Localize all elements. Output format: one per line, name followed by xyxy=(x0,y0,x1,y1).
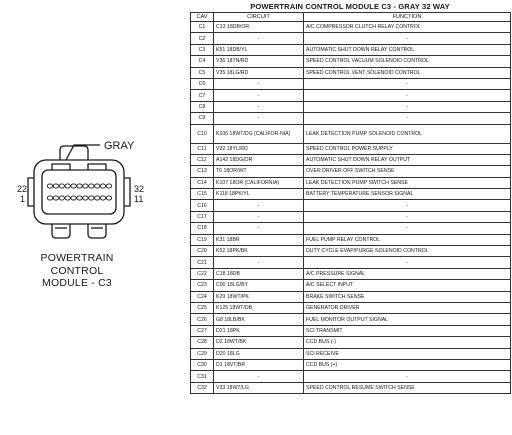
pin-bottom-hole xyxy=(53,196,58,200)
cell-cav: C4 xyxy=(191,56,214,67)
table-row xyxy=(191,382,511,393)
table-row xyxy=(191,223,511,234)
cell-circuit: T6 18OR/WT xyxy=(214,166,304,177)
pin-number-32: 32 xyxy=(134,184,145,194)
label-leader-line xyxy=(66,145,100,160)
cell-circuit: D2 18WT/BK xyxy=(214,337,304,348)
pin-bottom-hole xyxy=(89,196,94,200)
header-cav: CAV xyxy=(191,13,214,22)
pin-bottom-hole xyxy=(83,196,88,200)
table-row xyxy=(191,143,511,154)
table-row xyxy=(191,268,511,279)
cell-function: - xyxy=(304,223,511,234)
cell-function: SPEED CONTROL VENT SOLENOID CONTROL xyxy=(304,67,511,78)
cell-function: OVER DRIVER OFF SWITCH SENSE xyxy=(304,166,511,177)
pin-top-hole xyxy=(65,184,70,188)
table-row xyxy=(191,302,511,313)
table-row xyxy=(191,44,511,55)
cell-function: FUEL PUMP RELAY CONTROL xyxy=(304,234,511,245)
cell-function: - xyxy=(304,257,511,268)
pin-top-hole xyxy=(83,184,88,188)
connector-inner-body xyxy=(42,170,116,214)
cell-function: SPEED CONTROL POWER SUPPLY xyxy=(304,143,511,154)
pin-top-hole xyxy=(95,184,100,188)
cell-function: GENERATOR DRIVER xyxy=(304,302,511,313)
pin-bottom-hole xyxy=(95,196,100,200)
cell-cav: C20 xyxy=(191,246,214,257)
cell-circuit: K52 18PK/BK xyxy=(214,246,304,257)
cell-function: SPEED CONTROL RESUME SWITCH SENSE xyxy=(304,382,511,393)
cell-cav: C8 xyxy=(191,101,214,112)
cell-cav: C7 xyxy=(191,90,214,101)
cell-circuit: D1 18VT/BR xyxy=(214,359,304,370)
caption-line-1: POWERTRAIN xyxy=(40,252,114,264)
table-row xyxy=(191,154,511,165)
cell-circuit: V35 18LG/RD xyxy=(214,67,304,78)
cell-cav: C9 xyxy=(191,113,214,124)
cell-function: AUTOMATIC SHUT DOWN RELAY OUTPUT xyxy=(304,154,511,165)
cell-function: CCD BUS (-) xyxy=(304,337,511,348)
cell-function: A/C PRESSURE SIGNAL xyxy=(304,268,511,279)
cell-cav: C6 xyxy=(191,78,214,89)
pin-number-11: 11 xyxy=(134,194,144,204)
table-row xyxy=(191,280,511,291)
pin-row-top xyxy=(47,184,111,188)
table-row xyxy=(191,177,511,188)
pin-bottom-hole xyxy=(101,196,106,200)
table-row xyxy=(191,67,511,78)
cell-cav: C10 xyxy=(191,124,214,143)
cell-cav: C30 xyxy=(191,359,214,370)
cell-function: LEAK DETECTION PUMP SOLENOID CONTROL xyxy=(304,124,511,143)
pin-bottom-hole xyxy=(47,196,52,200)
pin-top-hole xyxy=(101,184,106,188)
table-header-row xyxy=(191,13,511,22)
cell-circuit: C18 18DB xyxy=(214,268,304,279)
cell-circuit: C13 18DB/OR xyxy=(214,22,304,33)
cell-circuit: D20 18LG xyxy=(214,348,304,359)
table-row xyxy=(191,90,511,101)
table-row xyxy=(191,234,511,245)
cell-circuit: - xyxy=(214,257,304,268)
cell-circuit: - xyxy=(214,223,304,234)
table-row xyxy=(191,348,511,359)
cell-cav: C1 xyxy=(191,22,214,33)
pin-number-1: 1 xyxy=(20,194,26,204)
cell-circuit: K29 18WT/PK xyxy=(214,291,304,302)
cell-cav: C26 xyxy=(191,314,214,325)
cell-cav: C18 xyxy=(191,223,214,234)
cell-function: - xyxy=(304,200,511,211)
pin-bottom-hole xyxy=(71,196,76,200)
cell-cav: C3 xyxy=(191,44,214,55)
cell-circuit: K118 18PK/YL xyxy=(214,189,304,200)
cell-function: - xyxy=(304,33,511,44)
cell-circuit: - xyxy=(214,200,304,211)
table-row xyxy=(191,101,511,112)
cell-function: LEAK DETECTION PUMP SWITCH SENSE xyxy=(304,177,511,188)
cell-function: - xyxy=(304,90,511,101)
connector-ear-left xyxy=(28,178,34,206)
pin-top-hole xyxy=(106,184,111,188)
cell-cav: C11 xyxy=(191,143,214,154)
cell-circuit: V36 18TN/RD xyxy=(214,56,304,67)
cell-circuit: V33 18WT/LG xyxy=(214,382,304,393)
cell-circuit: C90 18LG/BY xyxy=(214,280,304,291)
pin-number-22: 22 xyxy=(17,184,28,194)
cell-circuit: K125 18WT/DB xyxy=(214,302,304,313)
pin-bottom-hole xyxy=(59,196,64,200)
connector-caption xyxy=(18,252,136,290)
cell-function: - xyxy=(304,113,511,124)
cell-cav: C2 xyxy=(191,33,214,44)
cell-function: FUEL MONITOR OUTPUT SIGNAL xyxy=(304,314,511,325)
table-row xyxy=(191,246,511,257)
table-row xyxy=(191,189,511,200)
pin-top-hole xyxy=(89,184,94,188)
pin-top-hole xyxy=(53,184,58,188)
table-row xyxy=(191,33,511,44)
cell-circuit: D21 18PK xyxy=(214,325,304,336)
cell-cav: C22 xyxy=(191,268,214,279)
caption-line-3: MODULE - C3 xyxy=(42,277,112,289)
cell-circuit: K51 18DB/YL xyxy=(214,44,304,55)
caption-line-2: CONTROL xyxy=(50,264,104,277)
table-row xyxy=(191,78,511,89)
cell-circuit: K31 18BR xyxy=(214,234,304,245)
connector-color-label: GRAY xyxy=(104,140,135,152)
cell-circuit: - xyxy=(214,371,304,382)
table-row xyxy=(191,359,511,370)
table-row xyxy=(191,124,511,143)
cell-function: A/C COMPRESSOR CLUTCH RELAY CONTROL xyxy=(304,22,511,33)
cell-circuit: K106 18WT/DG (CALIFOR-NIA) xyxy=(214,124,304,143)
table-row xyxy=(191,200,511,211)
cell-cav: C5 xyxy=(191,67,214,78)
cell-function: A/C SELECT INPUT xyxy=(304,280,511,291)
connector-lock-bottom-left xyxy=(52,224,70,238)
table-row xyxy=(191,371,511,382)
header-function: FUNCTION xyxy=(304,13,511,22)
table-row xyxy=(191,337,511,348)
cell-cav: C23 xyxy=(191,280,214,291)
cell-cav: C16 xyxy=(191,200,214,211)
cell-cav: C19 xyxy=(191,234,214,245)
cell-circuit: - xyxy=(214,113,304,124)
cell-cav: C15 xyxy=(191,189,214,200)
pinout-table xyxy=(190,12,511,394)
cell-circuit: K107 18OR (CALIFORNIA) xyxy=(214,177,304,188)
table-row xyxy=(191,22,511,33)
cell-cav: C28 xyxy=(191,337,214,348)
cell-cav: C24 xyxy=(191,291,214,302)
cell-cav: C17 xyxy=(191,211,214,222)
cell-function: SCI TRANSMIT xyxy=(304,325,511,336)
cell-circuit: A142 18DG/OR xyxy=(214,154,304,165)
cell-circuit: - xyxy=(214,78,304,89)
cell-function: CCD BUS (+) xyxy=(304,359,511,370)
cell-circuit: - xyxy=(214,211,304,222)
cell-circuit: - xyxy=(214,101,304,112)
pin-bottom-hole xyxy=(106,196,111,200)
cell-circuit: - xyxy=(214,33,304,44)
pin-bottom-hole xyxy=(77,196,82,200)
pin-top-hole xyxy=(77,184,82,188)
cell-function: - xyxy=(304,371,511,382)
pin-top-hole xyxy=(59,184,64,188)
pin-top-hole xyxy=(47,184,52,188)
connector-latch-top xyxy=(60,146,88,160)
cell-function: SCI RECEIVE xyxy=(304,348,511,359)
cell-circuit: - xyxy=(214,90,304,101)
cell-circuit: V32 18YL/RD xyxy=(214,143,304,154)
table-row xyxy=(191,257,511,268)
cell-function: BRAKE SWITCH SENSE xyxy=(304,291,511,302)
cell-cav: C25 xyxy=(191,302,214,313)
table-row xyxy=(191,56,511,67)
table-row xyxy=(191,113,511,124)
table-row xyxy=(191,211,511,222)
cell-function: DUTY CYCLE EVAP/PURGE SOLENOID CONTROL xyxy=(304,246,511,257)
cell-cav: C14 xyxy=(191,177,214,188)
cell-function: - xyxy=(304,211,511,222)
table-row xyxy=(191,291,511,302)
cell-circuit: G8 18LB/BK xyxy=(214,314,304,325)
cell-function: BATTERY TEMPERATURE SENSOR SIGNAL xyxy=(304,189,511,200)
cell-function: AUTOMATIC SHUT DOWN RELAY CONTROL xyxy=(304,44,511,55)
cell-cav: C31 xyxy=(191,371,214,382)
cell-cav: C12 xyxy=(191,154,214,165)
pin-row-bottom xyxy=(47,196,111,200)
pin-top-hole xyxy=(71,184,76,188)
table-row xyxy=(191,314,511,325)
cell-cav: C32 xyxy=(191,382,214,393)
cell-cav: C29 xyxy=(191,348,214,359)
pin-bottom-hole xyxy=(65,196,70,200)
connector-lock-bottom-right xyxy=(88,224,106,238)
table-row xyxy=(191,166,511,177)
cell-function: - xyxy=(304,78,511,89)
header-circuit: CIRCUIT xyxy=(214,13,304,22)
cell-cav: C21 xyxy=(191,257,214,268)
cell-function: SPEED CONTROL VACUUM SOLENOID CONTROL xyxy=(304,56,511,67)
connector-ear-right xyxy=(124,178,130,206)
cell-function: - xyxy=(304,101,511,112)
table-title: POWERTRAIN CONTROL MODULE C3 - GRAY 32 WAY xyxy=(250,2,450,11)
table-row xyxy=(191,325,511,336)
cell-cav: C13 xyxy=(191,166,214,177)
cell-cav: C27 xyxy=(191,325,214,336)
